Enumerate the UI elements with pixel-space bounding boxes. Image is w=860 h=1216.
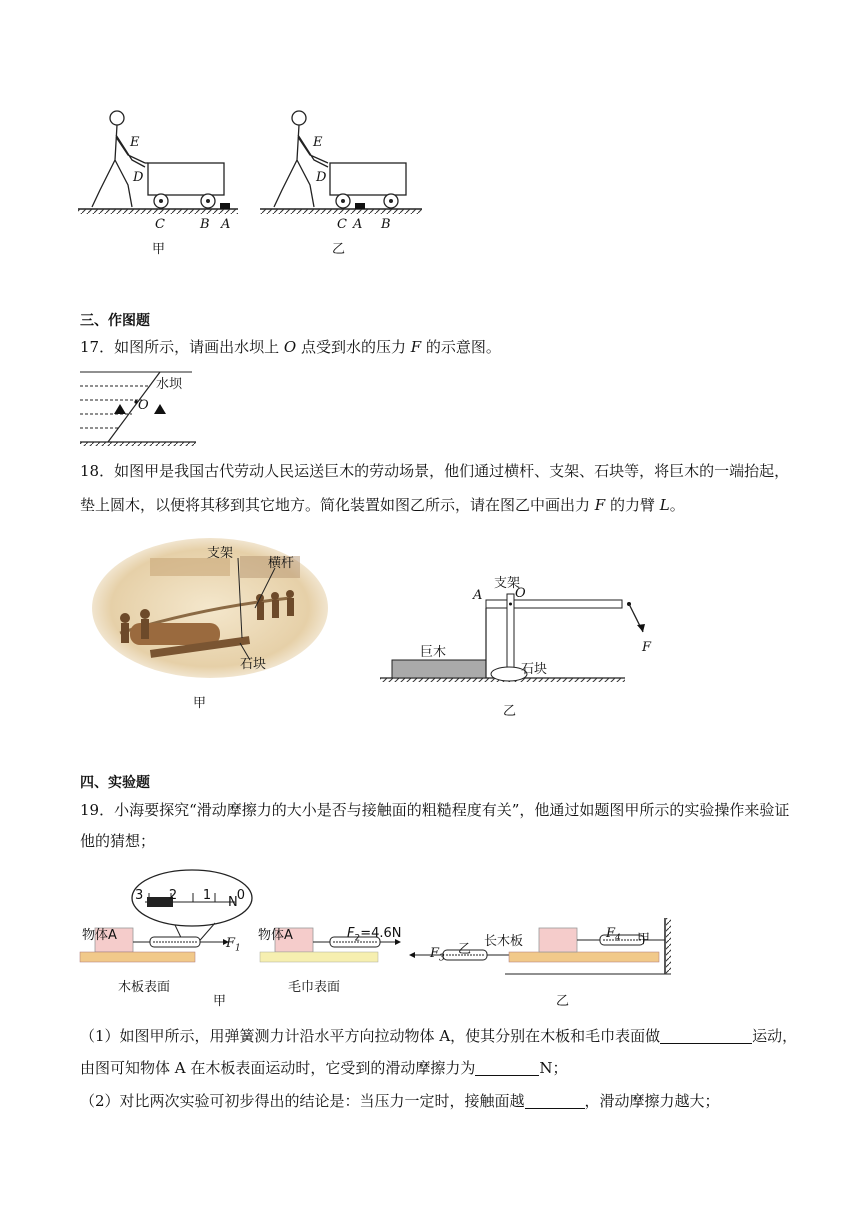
- diagram-label-support: 支架: [494, 576, 521, 591]
- photo-label-bar: 横杆: [268, 556, 295, 571]
- question-18-line2: 垫上圆木，以便将其移到其它地方。简化装置如图乙所示，请在图乙中画出力 F 的力臂 L。: [80, 496, 685, 514]
- question-19-part2: （2）对比两次实验可初步得出的结论是：当压力一定时，接触面越 ，滑动摩擦力越大；: [80, 1092, 720, 1110]
- object-a-label-2: 物体A: [258, 928, 293, 943]
- object-a-label-1: 物体A: [82, 928, 117, 943]
- scale-tick: 2: [168, 888, 178, 903]
- diagram-caption: 乙: [503, 704, 517, 719]
- section-title-4: 四、实验题: [80, 775, 150, 791]
- cart-yi: [260, 111, 422, 214]
- answer-blank-motion[interactable]: [660, 1027, 752, 1044]
- spring-yi-label: 乙: [458, 942, 472, 957]
- caption-yi: 乙: [332, 242, 346, 257]
- question-19-part1-line1: （1）如图甲所示，用弹簧测力计沿水平方向拉动物体 A，使其分别在木板和毛巾表面做 运动，: [80, 1027, 798, 1045]
- scale-tick: 1: [202, 888, 212, 903]
- scale-tick: 3: [135, 888, 144, 903]
- answer-blank-roughness[interactable]: [525, 1092, 585, 1109]
- force-F1: $F_1$: [226, 936, 241, 954]
- label-B-jia: B: [200, 217, 210, 232]
- label-A-yi: A: [353, 217, 363, 232]
- label-C-yi: C: [337, 217, 347, 232]
- scale-unit: N: [228, 895, 238, 910]
- question-18-line1: 18．如图甲是我国古代劳动人民运送巨木的劳动场景，他们通过横杆、支架、石块等，将巨木的一端抬起，: [80, 462, 790, 480]
- label-D-jia: D: [133, 170, 144, 185]
- spring-jia-label: 甲: [637, 932, 651, 947]
- dam-label: 水坝: [156, 377, 183, 392]
- caption-jia: 甲: [152, 242, 166, 257]
- diagram-label-log: 巨木: [420, 645, 447, 660]
- towel-surface-label: 毛巾表面: [288, 980, 341, 995]
- question-19-line2: 他的猜想；: [80, 832, 156, 850]
- diagram-label-A: A: [473, 588, 483, 603]
- caption-experiment-yi: 乙: [556, 994, 570, 1009]
- photo-label-support: 支架: [207, 546, 234, 561]
- force-F2: $F_2=4.6N$: [347, 926, 402, 944]
- label-E-yi: E: [313, 135, 323, 150]
- scale-tick: 0: [236, 888, 245, 903]
- force-F3: $F_3$: [430, 946, 445, 964]
- question-19-part1-line2: 由图可知物体 A 在木板表面运动时，它受到的滑动摩擦力为 N；: [80, 1059, 568, 1077]
- photo-caption: 甲: [193, 696, 207, 711]
- label-C-jia: C: [155, 217, 165, 232]
- question-19-line1: 19．小海要探究“滑动摩擦力的大小是否与接触面的粗糙程度有关”，他通过如题图甲所示的实验操作来验证: [80, 801, 790, 819]
- diagram-label-F: F: [642, 640, 652, 655]
- caption-experiment-jia: 甲: [213, 994, 227, 1009]
- label-E-jia: E: [130, 135, 140, 150]
- label-A-jia: A: [221, 217, 231, 232]
- label-D-yi: D: [316, 170, 327, 185]
- long-board-label: 长木板: [484, 934, 524, 949]
- board-surface-label: 木板表面: [118, 980, 171, 995]
- answer-blank-friction[interactable]: [475, 1059, 539, 1076]
- diagram-label-stone: 石块: [521, 662, 548, 677]
- force-F4: $F_4$: [606, 926, 621, 944]
- cart-figure: [70, 105, 430, 265]
- section-title-3: 三、作图题: [80, 313, 150, 329]
- diagram-label-O: O: [515, 586, 526, 601]
- cart-jia: [78, 111, 238, 214]
- label-B-yi: B: [381, 217, 391, 232]
- dam-point-O: O: [138, 398, 149, 413]
- photo-label-stone: 石块: [240, 657, 267, 672]
- question-17: 17．如图所示，请画出水坝上 O 点受到水的压力 F 的示意图。: [80, 338, 501, 356]
